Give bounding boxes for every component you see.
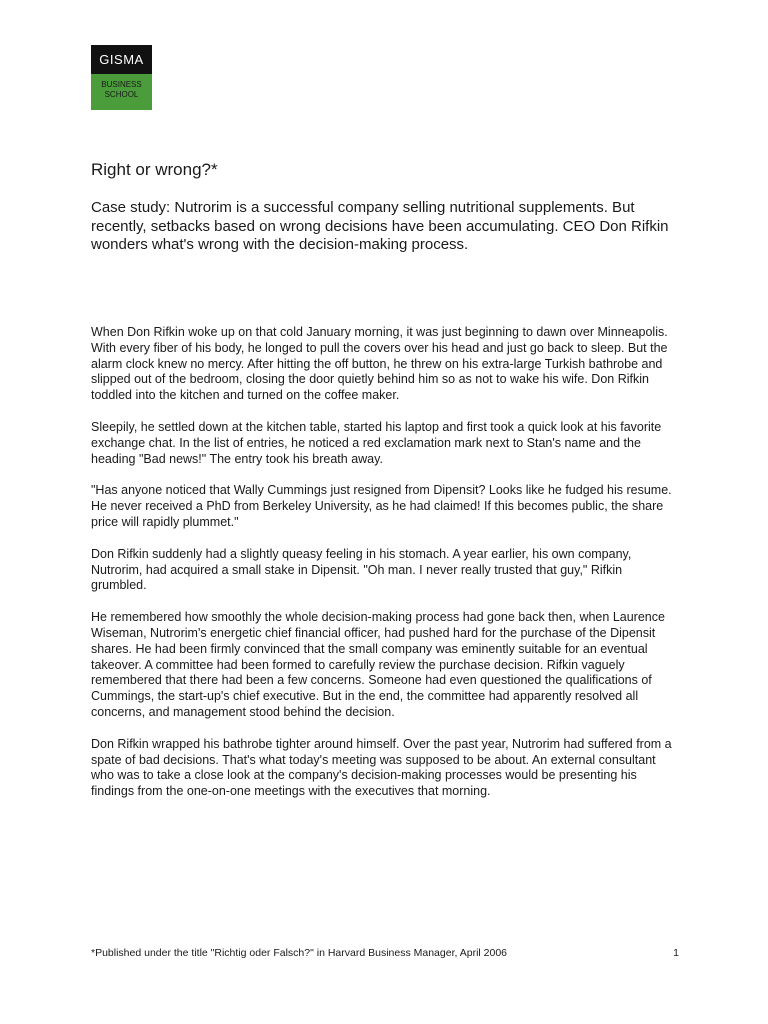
body-paragraph-2: Sleepily, he settled down at the kitchen table, started his laptop and first took a quick look at his favorite exchange chat. In the list of entries, he noticed a red exclamation mark next to Stan's name and the heading "Bad news!" The entry took his breath away. [91, 419, 662, 466]
logo-line-school: SCHOOL [104, 90, 139, 99]
footnote: *Published under the title "Richtig oder Falsch?" in Harvard Business Manager, April 2006 [91, 947, 508, 959]
body-text [91, 325, 681, 816]
logo-subtitle [91, 74, 152, 110]
lead-paragraph: Case study: Nutrorim is a successful company selling nutritional supplements. But recently, setbacks based on wrong decisions have been accumulating. CEO Don Rifkin wonders what's wrong with the decision-making process. [91, 199, 669, 253]
document-title: Right or wrong?* [91, 160, 218, 179]
body-paragraph-6: Don Rifkin wrapped his bathrobe tighter around himself. Over the past year, Nutrorim had suffered from a spate of bad decisions. That's what today's meeting was supposed to be about. An external consultant who was to take a close look at the company's decision-making processes would be presenting his findings from the one-on-one meetings with the executives that morning. [91, 736, 672, 799]
body-paragraph-5: He remembered how smoothly the whole decision-making process had gone back then, when Laurence Wiseman, Nutrorim's energetic chief financial officer, had pushed hard for the purchase of the Dipensit shares. He had been firmly convinced that the small company was eminently suitable for an eventual takeover. A committee had been formed to carefully review the purchase decision. Rifkin vaguely remembered that there had been a few concerns. Someone had even questioned the qualifications of Cummings, the start-up's chief executive. But in the end, the committee had apparently resolved all concerns, and management stood behind the decision. [91, 610, 665, 719]
body-paragraph-1: When Don Rifkin woke up on that cold January morning, it was just beginning to dawn over Minneapolis. With every fiber of his body, he longed to pull the covers over his head and just go back to sleep. But the alarm clock knew no mercy. After hitting the off button, he threw on his extra-large Turkish bathrobe and slipped out of the bedroom, closing the door quietly behind him so as not to wake his wife. Don Rifkin toddled into the kitchen and turned on the coffee maker. [91, 325, 668, 403]
page-number: 1 [673, 947, 679, 959]
body-paragraph-4: Don Rifkin suddenly had a slightly queasy feeling in his stomach. A year earlier, his own company, Nutrorim, had acquired a small stake in Dipensit. "Oh man. I never really trusted that guy," Rifkin grumbled. [91, 546, 632, 593]
logo-wordmark: GISMA [91, 45, 152, 74]
gisma-logo [91, 45, 152, 110]
logo-line-business: BUSINESS [101, 80, 142, 89]
body-paragraph-3: "Has anyone noticed that Wally Cummings just resigned from Dipensit? Looks like he fudged his resume. He never received a PhD from Berkeley University, as he had claimed! If this becomes public, the share price will rapidly plummet." [91, 483, 672, 529]
